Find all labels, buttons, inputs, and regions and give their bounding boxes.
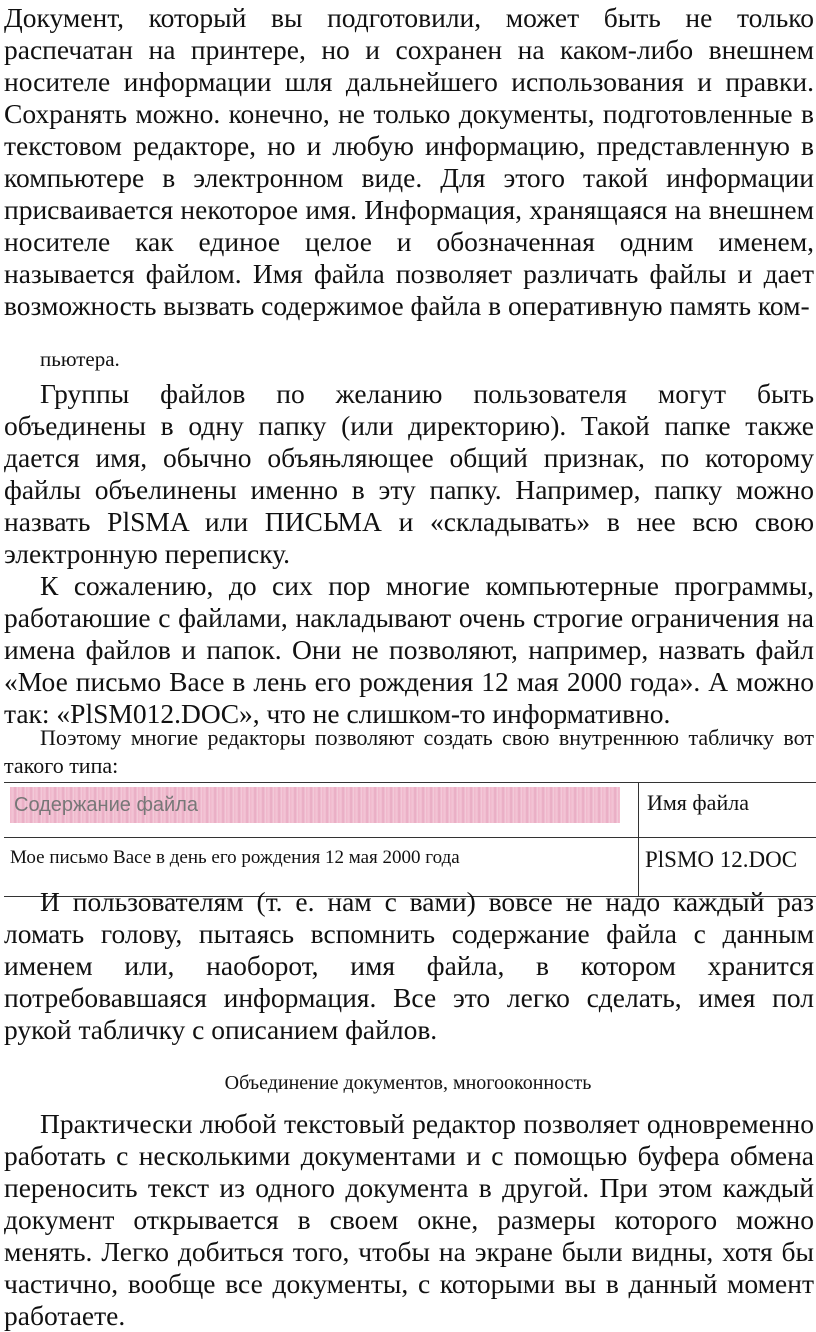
header-content-label: Содержание файла [10, 787, 620, 823]
row-content-cell: Мое письмо Васе в день его рождения 12 мая 2000 года [4, 838, 639, 897]
paragraph-multiwindow: Практически любой текстовый редактор позволяет одновременно работать с несколькими документами и с помощью буфера обмена переносить текст из одного документа в другой. При этом каждый документ открывается в своем окне, размеры которого можно менять. Легко добиться того, чтобы на экране были видны, хотя бы частично, вообще все документы, с которыми вы в данный момент работаете. [4, 1108, 814, 1332]
row-name-cell: PlSMO 12.DOC [639, 838, 816, 897]
paragraph-name-limits: К сожалению, до сих пор многие компьютерные программы, работаюшие с файлами, накладывают очень строгие ограничения на имена файлов и папок. Они не позволяют, например, назвать файл «Мое письмо Васе в лень его рождения 12 мая 2000 года». А можно так: «PlSM012.DOC», что не слишком-то информативно. [4, 570, 814, 730]
paragraph-table-intro: Поэтому многие редакторы позволяют создать свою внутреннюю табличку вот такого типа: [4, 724, 814, 780]
table-header-row [4, 783, 816, 838]
header-name-label: Имя файла [639, 783, 816, 838]
paragraph-files-intro: Документ, который вы подготовили, может быть не только распечатан на принтере, но и сохранен на каком-либо внешнем носителе информации шля дальнейшего использования и правки. Сохранять можно. конечно, не только документы, подготовленные в текстовом редакторе, но и любую информацию, представленную в компьютере в электронном виде. Для этого такой информации присваивается некоторое имя. Информация, хранящаяся на внешнем носителе как единое целое и обозначенная одним именем, называется файлом. Имя файла позволяет различать файлы и дает возможность вызвать содержимое файла в оперативную память ком- [4, 2, 814, 322]
paragraph-folders: Группы файлов по желанию пользователя могут быть объединены в одну папку (или директорию). Такой папке также дается имя, обычно объяњляющее общий признак, по которому файлы объелинены именно в эту папку. Например, папку можно назвать PlSMA или ПИСЬМА и «складывать» в нее всю свою электронную переписку. [4, 378, 814, 570]
paragraph-hyphen-tail: пьютера. [40, 346, 816, 372]
file-description-table [4, 782, 816, 897]
paragraph-table-benefit: И пользователям (т. е. нам с вами) вовсе не надо каждый раз ломать голову, пытаясь вспомнить содержание файла с данным именем или, наоборот, имя файла, в котором хранится потребовавшаяся информация. Все это легко сделать, имея пол рукой табличку с описанием файлов. [4, 886, 814, 1046]
section-heading: Объединение документов, многооконность [0, 1070, 816, 1096]
